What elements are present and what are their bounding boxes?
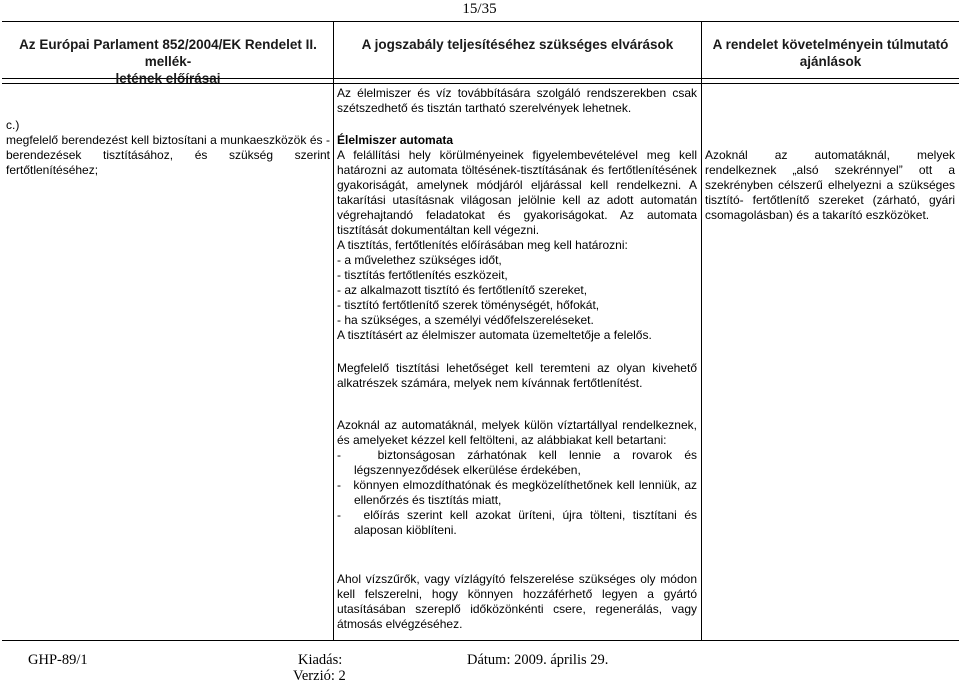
footer-doc-id: GHP-89/1 [28, 652, 88, 668]
requirement-label: c.) [6, 118, 20, 132]
table-top-border [2, 21, 959, 22]
paragraph-4-intro: Azoknál az automatáknál, melyek külön víztartállyal rendelkeznek, és amelyeket kézzel kell feltölteni, az alábbiakat kell betartani: [337, 418, 697, 447]
header-col3-line1: A rendelet követelményein túlmutató [712, 37, 949, 52]
mid-intro [337, 86, 697, 116]
paragraph-3: Megfelelő tisztítási lehetőséget kell teremteni az olyan kivehető alkatrészek számára, melyek nem kívánnak fertőtlenítést. [337, 361, 697, 390]
paragraph-2-end: A tisztításért az élelmiszer automata üzemeltetője a felelős. [337, 328, 652, 342]
table-bottom-border [2, 640, 959, 641]
column-divider-1 [333, 21, 334, 641]
list-item: - könnyen elmozdíthatónak és megközelíthetőnek kell lenniük, az ellenőrzés és tisztítás miatt, [337, 478, 697, 507]
list-item: - biztonságosan zárhatónak kell lennie a rovarok és légszennyeződések elkerülése érdekében, [337, 448, 697, 477]
mid-para3 [337, 361, 697, 391]
right-column [705, 148, 955, 223]
header-col1-line2: letének előírásai [115, 71, 221, 86]
list-item: - a művelethez szükséges időt, [337, 253, 502, 267]
paragraph-2-intro: A tisztítás, fertőtlenítés előírásában meg kell határozni: [337, 238, 628, 252]
mid-para4 [337, 418, 697, 538]
footer-verzio: Verzió: 2 [293, 668, 346, 684]
list-item: - tisztító fertőtlenítő szerek töménységét, hőfokát, [337, 298, 600, 312]
list-item: - az alkalmazott tisztító és fertőtlenítő szereket, [337, 283, 588, 297]
list-item: - ha szükséges, a személyi védőfelszereléseket. [337, 313, 594, 327]
paragraph-5: Ahol vízszűrők, vagy vízlágyító felszerelése szükséges oly módon kell felszerelni, hogy könnyen hozzáférhető legyen a gyártó utasításában szereplő időközönkénti csere, regenerálás, vagy átmosás elvégzéséhez. [337, 572, 697, 631]
header-col1 [4, 36, 332, 87]
header-col1-line1: Az Európai Parlament 852/2004/EK Rendelet II. mellék- [19, 37, 317, 69]
page-number: 15/35 [462, 1, 497, 17]
column-divider-2 [701, 21, 702, 641]
intro-text: Az élelmiszer és víz továbbítására szolgáló rendszerekben csak szétszedhető és tisztán tartható szerelvények lehetnek. [337, 86, 697, 115]
header-col2 [335, 36, 700, 53]
footer-datum: Dátum: 2009. április 29. [467, 652, 609, 668]
paragraph-1: A felállítási hely körülményeinek figyelembevételével meg kell határozni az automata töltésének-tisztításának és fertőtlenítésének gyakoriságát, amelynek módjáról eljárással kell rendelkezni. A takarítási utasításnak világosan jelölnie kell az adott automatán végrehajtandó feladatokat és gyakoriságokat. Az automata tisztítását dokumentáltan kell végezni. [337, 148, 697, 237]
list-item: - előírás szerint kell azokat üríteni, újra tölteni, tisztítani és alaposan kiöblíteni. [337, 508, 698, 537]
list-item: - tisztítás fertőtlenítés eszközeit, [337, 268, 508, 282]
mid-main-block [337, 133, 697, 343]
requirement-text: megfelelő berendezést kell biztosítani a munkaeszközök és -berendezések tisztításához, és szükség szerint fertőtlenítéséhez; [6, 133, 330, 177]
recommendation-text: Azoknál az automatáknál, melyek rendelkeznek „alsó szekrénnyel” ott a szekrényben célszerű elhelyezni a szükséges tisztító- fertőtlenítő szereket (zárható, gyári csomagolásban) és a takarító eszközöket. [705, 148, 955, 222]
left-column [6, 118, 330, 178]
section-heading: Élelmiszer automata [337, 133, 454, 147]
header-col2-text: A jogszabály teljesítéséhez szükséges elvárások [361, 37, 674, 52]
footer-kiadas: Kiadás: [298, 652, 343, 668]
header-col3-line2: ajánlások [799, 54, 862, 69]
header-col3 [703, 36, 958, 70]
mid-para5 [337, 572, 697, 632]
